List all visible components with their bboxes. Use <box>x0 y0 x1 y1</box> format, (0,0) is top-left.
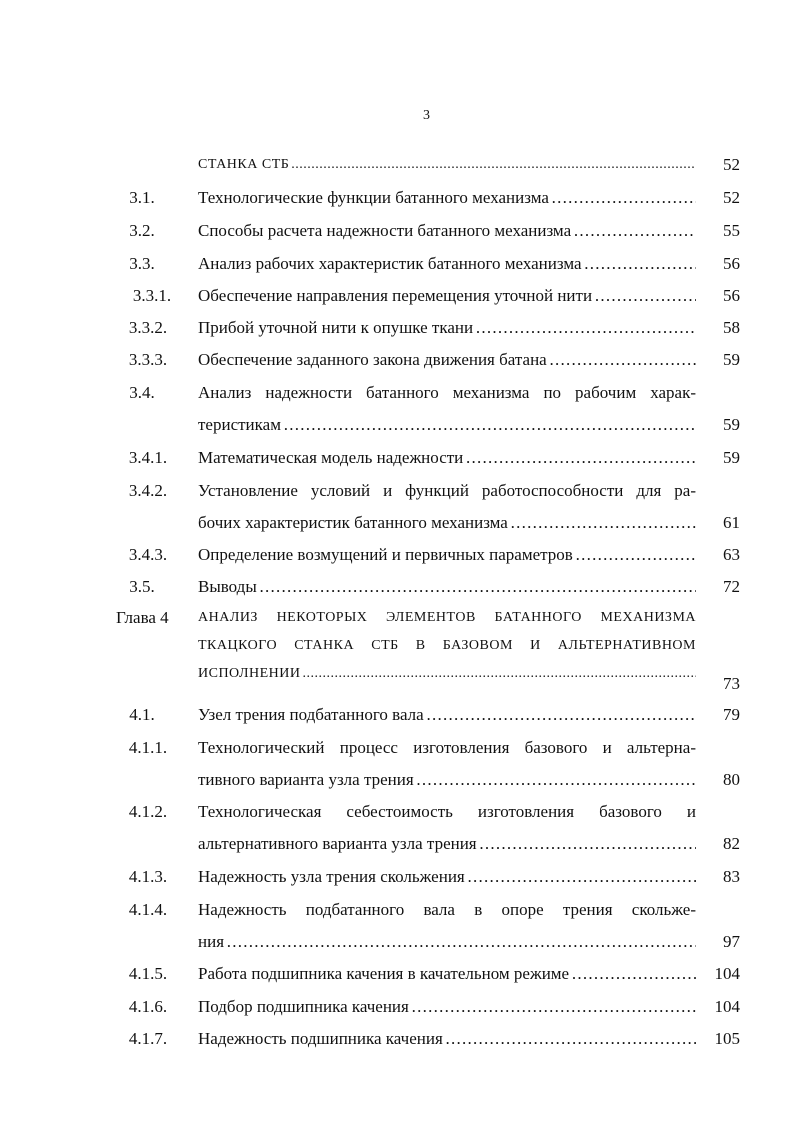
toc-title: Обеспечение заданного закона движения батана . . . <box>198 350 696 370</box>
toc-title: Определение возмущений и первичных параметров . . . <box>198 545 696 565</box>
toc-page-ref: 72 <box>723 577 740 596</box>
toc-page-ref: 58 <box>723 318 740 337</box>
toc-title-line: Анализ надежности батанного механизма по рабочим харак- <box>198 383 696 402</box>
toc-title: Математическая модель надежности . . . <box>198 448 696 468</box>
toc-title-line: Технологическая себестоимость изготовления базового и <box>198 802 696 821</box>
toc-page-ref: 104 <box>714 997 740 1016</box>
toc-page-ref: 83 <box>723 867 740 886</box>
toc-title: Подбор подшипника качения . . . <box>198 997 696 1017</box>
toc-page-ref: 104 <box>714 964 740 983</box>
section-number: 4.1. <box>129 705 155 724</box>
section-number: 3.1. <box>129 188 155 207</box>
section-number: 4.1.2. <box>128 802 168 821</box>
toc-title: Надежность узла трения скольжения . . . <box>198 867 696 887</box>
section-number: 4.1.4. <box>128 900 168 919</box>
section-number: 4.1.6. <box>128 997 168 1016</box>
toc-title-line: тивного варианта узла трения . . . <box>198 770 696 790</box>
section-number: 3.2. <box>129 221 155 240</box>
chapter-number: Глава 4 <box>116 608 169 627</box>
toc-page-ref: 97 <box>723 932 740 951</box>
toc-page-ref: 52 <box>723 155 740 174</box>
toc-title-line: АНАЛИЗ НЕКОТОРЫХ ЭЛЕМЕНТОВ БАТАННОГО МЕХАНИЗМА <box>198 610 696 625</box>
toc-page-ref: 59 <box>723 415 740 434</box>
toc-title-line: ТКАЦКОГО СТАНКА СТБ В БАЗОВОМ И АЛЬТЕРНАТИВНОМ <box>198 638 696 653</box>
toc-page-ref: 59 <box>723 448 740 467</box>
toc-page-ref: 61 <box>723 513 740 532</box>
toc-page-ref: 63 <box>723 545 740 564</box>
section-number: 3.5. <box>129 577 155 596</box>
section-number: 3.4.1. <box>128 448 168 467</box>
section-number: 4.1.7. <box>128 1029 168 1048</box>
toc-title-line: ИСПОЛНЕНИИ . . . <box>198 664 696 684</box>
page-number: 3 <box>423 108 430 123</box>
toc-title: Работа подшипника качения в качательном режиме . . . <box>198 964 696 984</box>
toc-title-line: ния . . . <box>198 932 696 952</box>
toc-title: Узел трения подбатанного вала . . . <box>198 705 696 725</box>
toc-page-ref: 52 <box>723 188 740 207</box>
toc-title: Прибой уточной нити к опушке ткани . . . <box>198 318 696 338</box>
toc-page-ref: 55 <box>723 221 740 240</box>
toc-page-ref: 105 <box>714 1029 740 1048</box>
toc-title: Выводы . . . <box>198 577 696 597</box>
toc-page-ref: 56 <box>723 286 740 305</box>
section-number: 4.1.1. <box>128 738 168 757</box>
toc-title-line: Надежность подбатанного вала в опоре трения скольже- <box>198 900 696 919</box>
toc-title-line: Технологический процесс изготовления базового и альтерна- <box>198 738 696 757</box>
toc-page-ref: 82 <box>723 834 740 853</box>
toc-page-ref: 73 <box>723 674 740 693</box>
toc-page-ref: 80 <box>723 770 740 789</box>
toc-title: Способы расчета надежности батанного механизма . . . <box>198 221 696 241</box>
toc-title-line: Установление условий и функций работоспособности для ра- <box>198 481 696 500</box>
toc-page-ref: 79 <box>723 705 740 724</box>
section-number: 4.1.3. <box>128 867 168 886</box>
section-number: 3.3.2. <box>128 318 168 337</box>
toc-title: Обеспечение направления перемещения уточной нити . . . <box>198 286 696 306</box>
toc-title-line: альтернативного варианта узла трения . . . <box>198 834 696 854</box>
section-number: 3.3.1. <box>132 286 172 305</box>
toc-page-ref: 59 <box>723 350 740 369</box>
toc-title-line: теристикам . . . <box>198 415 696 435</box>
section-number: 4.1.5. <box>128 964 168 983</box>
section-number: 3.4.2. <box>128 481 168 500</box>
section-number: 3.3. <box>129 254 155 273</box>
section-number: 3.4.3. <box>128 545 168 564</box>
toc-title: СТАНКА СТБ . . . <box>198 155 696 175</box>
toc-title: Анализ рабочих характеристик батанного механизма . . . <box>198 254 696 274</box>
section-number: 3.3.3. <box>128 350 168 369</box>
toc-title: Надежность подшипника качения . . . <box>198 1029 696 1049</box>
toc-page-ref: 56 <box>723 254 740 273</box>
toc-title-line: бочих характеристик батанного механизма . . . <box>198 513 696 533</box>
section-number: 3.4. <box>129 383 155 402</box>
toc-title: Технологические функции батанного механизма . . . <box>198 188 696 208</box>
